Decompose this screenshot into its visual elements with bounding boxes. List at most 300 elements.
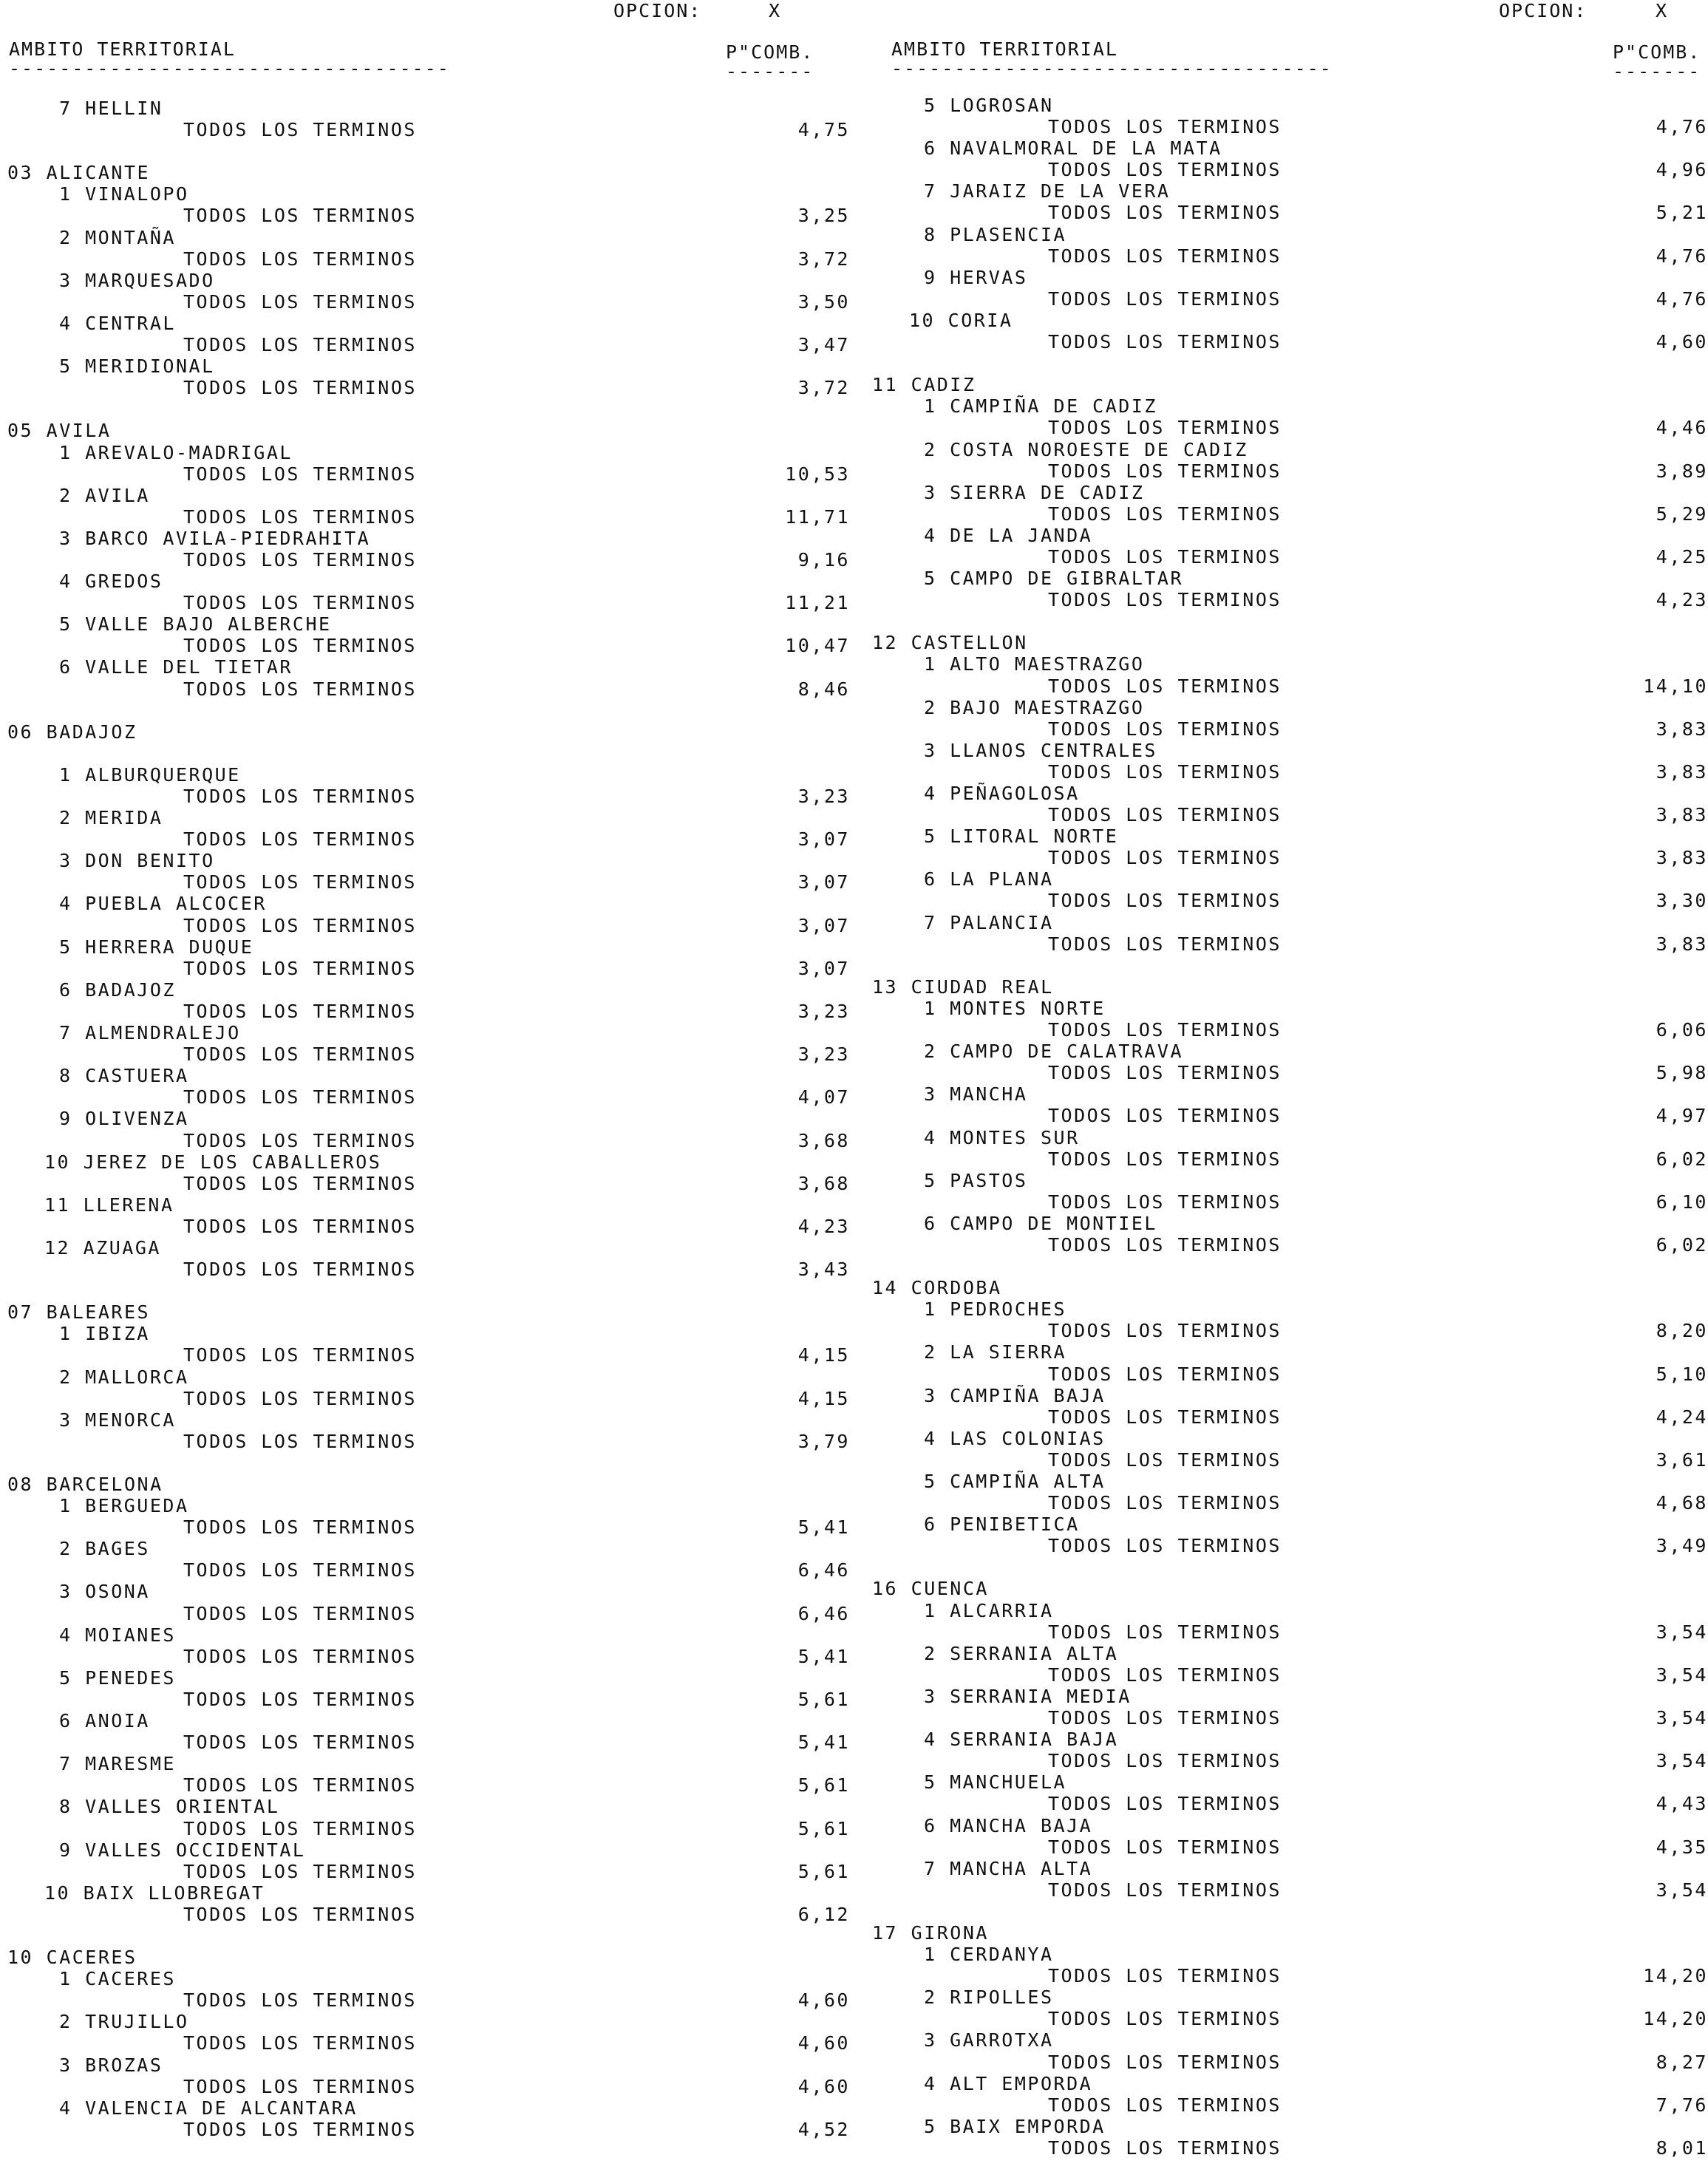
pcomb-value: 4,68 <box>1656 1492 1708 1514</box>
terminos-label: TODOS LOS TERMINOS <box>1048 116 1282 138</box>
comarca-label: 5 MERIDIONAL <box>59 355 215 378</box>
province-name: 17 GIRONA <box>872 1921 989 1944</box>
terminos-label: TODOS LOS TERMINOS <box>183 1903 417 1925</box>
comarca-label: 7 ALMENDRALEJO <box>59 1022 241 1044</box>
terminos-row <box>865 1621 1708 1643</box>
terminos-label: TODOS LOS TERMINOS <box>183 1860 417 1882</box>
comarca-row <box>0 893 850 914</box>
comarca-row <box>0 183 850 205</box>
terminos-row <box>865 2008 1708 2029</box>
comarca-label: 2 MERIDA <box>59 807 163 829</box>
comarca-label: 5 LITORAL NORTE <box>924 825 1119 848</box>
province-heading <box>0 721 850 743</box>
terminos-row <box>865 1234 1708 1256</box>
comarca-label: 4 LAS COLONIAS <box>924 1427 1106 1449</box>
comarca-label: 3 MARQUESADO <box>59 269 215 291</box>
terminos-label: TODOS LOS TERMINOS <box>1048 1664 1282 1686</box>
terminos-row <box>0 1216 850 1237</box>
pcomb-underline: ------- <box>1613 61 1701 82</box>
terminos-row <box>865 202 1708 223</box>
comarca-row <box>0 528 850 549</box>
terminos-row <box>0 1646 850 1667</box>
terminos-label: TODOS LOS TERMINOS <box>183 871 417 893</box>
terminos-label: TODOS LOS TERMINOS <box>1048 675 1282 697</box>
pcomb-value: 3,23 <box>797 1043 850 1066</box>
pcomb-value: 3,54 <box>1656 1879 1708 1901</box>
terminos-label: TODOS LOS TERMINOS <box>183 1172 417 1194</box>
terminos-row <box>0 1818 850 1839</box>
terminos-row <box>0 377 850 398</box>
pcomb-value: 3,25 <box>797 205 850 227</box>
terminos-row <box>865 1535 1708 1556</box>
terminos-label: TODOS LOS TERMINOS <box>183 2118 417 2140</box>
pcomb-value: 5,41 <box>797 1516 850 1539</box>
pcomb-value: 4,76 <box>1656 287 1708 310</box>
comarca-row <box>0 764 850 786</box>
pcomb-value: 3,83 <box>1656 804 1708 826</box>
pcomb-value: 4,23 <box>1656 589 1708 611</box>
comarca-label: 5 HERRERA DUQUE <box>59 936 254 958</box>
terminos-label: TODOS LOS TERMINOS <box>183 592 417 614</box>
right-entry-list <box>865 95 1708 2159</box>
comarca-row <box>0 1538 850 1559</box>
terminos-row <box>0 1259 850 1280</box>
comarca-label: 2 LA SIERRA <box>924 1341 1067 1363</box>
comarca-label: 8 CASTUERA <box>59 1065 189 1087</box>
terminos-label: TODOS LOS TERMINOS <box>1048 890 1282 912</box>
terminos-label: TODOS LOS TERMINOS <box>1048 1836 1282 1858</box>
comarca-row <box>0 270 850 291</box>
terminos-row <box>865 1406 1708 1428</box>
terminos-label: TODOS LOS TERMINOS <box>1048 2051 1282 2073</box>
spacer <box>0 743 850 764</box>
province-name: 07 BALEARES <box>7 1301 151 1324</box>
terminos-label: TODOS LOS TERMINOS <box>183 957 417 979</box>
pcomb-value: 9,16 <box>797 548 850 571</box>
terminos-row <box>0 1043 850 1065</box>
comarca-row <box>865 783 1708 804</box>
comarca-label: 4 CENTRAL <box>59 312 176 334</box>
comarca-row <box>865 998 1708 1019</box>
comarca-row <box>865 1643 1708 1664</box>
pcomb-value: 3,49 <box>1656 1535 1708 1557</box>
comarca-label: 3 LLANOS CENTRALES <box>924 739 1157 761</box>
terminos-label: TODOS LOS TERMINOS <box>1048 1621 1282 1643</box>
pcomb-value: 4,52 <box>797 2118 850 2140</box>
ambito-label: AMBITO TERRITORIAL <box>9 38 236 60</box>
left-column <box>0 0 850 2169</box>
terminos-label: TODOS LOS TERMINOS <box>183 1989 417 2012</box>
terminos-label: TODOS LOS TERMINOS <box>183 1645 417 1667</box>
terminos-label: TODOS LOS TERMINOS <box>1048 1148 1282 1170</box>
terminos-row <box>0 205 850 226</box>
comarca-row <box>865 1686 1708 1707</box>
province-name: 14 CORDOBA <box>872 1277 1002 1299</box>
terminos-row <box>0 828 850 850</box>
comarca-row <box>0 2011 850 2032</box>
pcomb-value: 3,83 <box>1656 760 1708 783</box>
comarca-label: 2 MALLORCA <box>59 1366 189 1388</box>
comarca-row <box>865 267 1708 288</box>
terminos-row <box>865 1836 1708 1858</box>
terminos-row <box>0 958 850 979</box>
terminos-row <box>865 890 1708 911</box>
terminos-label: TODOS LOS TERMINOS <box>1048 287 1282 310</box>
pcomb-value: 6,46 <box>797 1602 850 1624</box>
comarca-label: 5 CAMPIÑA ALTA <box>924 1471 1106 1492</box>
terminos-label: TODOS LOS TERMINOS <box>183 334 417 356</box>
terminos-label: TODOS LOS TERMINOS <box>183 1774 417 1797</box>
terminos-row <box>865 460 1708 482</box>
comarca-label: 5 LOGROSAN <box>924 95 1054 116</box>
terminos-label: TODOS LOS TERMINOS <box>1048 933 1282 955</box>
pcomb-value: 4,75 <box>797 119 850 141</box>
spacer <box>0 1280 850 1301</box>
comarca-label: 1 AREVALO-MADRIGAL <box>59 441 293 463</box>
terminos-label: TODOS LOS TERMINOS <box>1048 1363 1282 1385</box>
comarca-row <box>0 227 850 248</box>
province-name: 05 AVILA <box>7 420 112 442</box>
comarca-label: 8 VALLES ORIENTAL <box>59 1796 280 1818</box>
comarca-label: 4 MONTES SUR <box>924 1126 1080 1148</box>
terminos-label: TODOS LOS TERMINOS <box>183 1430 417 1452</box>
pcomb-value: 6,12 <box>797 1903 850 1925</box>
terminos-label: TODOS LOS TERMINOS <box>1048 1707 1282 1729</box>
comarca-row <box>0 1968 850 1989</box>
pcomb-value: 8,46 <box>797 678 850 700</box>
pcomb-value: 4,24 <box>1656 1406 1708 1428</box>
comarca-row <box>865 1298 1708 1320</box>
pcomb-value: 3,54 <box>1656 1664 1708 1686</box>
comarca-row <box>865 1170 1708 1191</box>
right-column <box>865 0 1708 2169</box>
terminos-label: TODOS LOS TERMINOS <box>183 1043 417 1066</box>
province-name: 11 CADIZ <box>872 374 976 396</box>
terminos-row <box>0 1989 850 2011</box>
comarca-label: 4 VALENCIA DE ALCANTARA <box>59 2097 358 2119</box>
comarca-label: 8 PLASENCIA <box>924 223 1067 245</box>
comarca-label: 3 MANCHA <box>924 1083 1028 1106</box>
terminos-label: TODOS LOS TERMINOS <box>1048 2008 1282 2030</box>
terminos-label: TODOS LOS TERMINOS <box>183 1516 417 1539</box>
comarca-label: 10 JEREZ DE LOS CABALLEROS <box>44 1151 382 1173</box>
comarca-row <box>0 1151 850 1173</box>
terminos-row <box>0 549 850 571</box>
terminos-row <box>0 678 850 700</box>
pcomb-value: 3,83 <box>1656 933 1708 955</box>
comarca-label: 7 HELLIN <box>59 98 163 119</box>
comarca-label: 6 VALLE DEL TIETAR <box>59 656 293 678</box>
terminos-label: TODOS LOS TERMINOS <box>1048 1750 1282 1772</box>
terminos-row <box>865 1879 1708 1901</box>
comarca-row <box>0 1065 850 1086</box>
terminos-label: TODOS LOS TERMINOS <box>1048 1492 1282 1514</box>
terminos-label: TODOS LOS TERMINOS <box>183 505 417 528</box>
comarca-label: 3 MENORCA <box>59 1409 176 1431</box>
terminos-row <box>865 1191 1708 1213</box>
province-heading <box>865 976 1708 998</box>
terminos-label: TODOS LOS TERMINOS <box>183 1387 417 1409</box>
pcomb-value: 3,07 <box>797 828 850 851</box>
terminos-row <box>0 2119 850 2140</box>
pcomb-value: 4,60 <box>797 2032 850 2054</box>
comarca-label: 7 PALANCIA <box>924 911 1054 933</box>
spacer <box>865 1556 1708 1578</box>
comarca-row <box>865 697 1708 718</box>
pcomb-value: 4,76 <box>1656 116 1708 138</box>
pcomb-value: 3,23 <box>797 1000 850 1022</box>
terminos-row <box>0 1904 850 1925</box>
terminos-label: TODOS LOS TERMINOS <box>1048 760 1282 783</box>
terminos-row <box>865 589 1708 610</box>
comarca-row <box>865 2073 1708 2094</box>
terminos-label: TODOS LOS TERMINOS <box>1048 718 1282 740</box>
comarca-label: 3 CAMPIÑA BAJA <box>924 1384 1106 1406</box>
comarca-label: 7 JARAIZ DE LA VERA <box>924 180 1171 202</box>
comarca-row <box>0 313 850 334</box>
terminos-label: TODOS LOS TERMINOS <box>183 1129 417 1151</box>
comarca-row <box>0 1108 850 1129</box>
terminos-label: TODOS LOS TERMINOS <box>1048 1019 1282 1041</box>
comarca-row <box>0 1409 850 1431</box>
comarca-label: 1 CERDANYA <box>924 1944 1054 1966</box>
terminos-label: TODOS LOS TERMINOS <box>183 1817 417 1839</box>
comarca-row <box>0 1495 850 1516</box>
comarca-label: 2 RIPOLLES <box>924 1986 1054 2009</box>
opcion-label: OPCION: <box>613 0 702 21</box>
terminos-row <box>865 417 1708 438</box>
terminos-row <box>865 1449 1708 1471</box>
terminos-label: TODOS LOS TERMINOS <box>1048 460 1282 482</box>
province-heading <box>865 632 1708 653</box>
spacer <box>0 1925 850 1947</box>
province-name: 16 CUENCA <box>872 1578 989 1600</box>
pcomb-label: P"COMB. <box>726 41 814 63</box>
comarca-label: 4 DE LA JANDA <box>924 524 1093 546</box>
terminos-row <box>865 1062 1708 1083</box>
comarca-label: 6 CAMPO DE MONTIEL <box>924 1212 1157 1234</box>
spacer <box>865 610 1708 632</box>
terminos-row <box>865 288 1708 310</box>
pcomb-value: 4,96 <box>1656 159 1708 181</box>
terminos-row <box>865 1664 1708 1686</box>
pcomb-value: 4,60 <box>797 2075 850 2097</box>
comarca-row <box>0 1796 850 1817</box>
comarca-label: 1 IBIZA <box>59 1323 150 1345</box>
comarca-label: 2 TRUJILLO <box>59 2011 189 2033</box>
pcomb-label: P"COMB. <box>1613 41 1701 63</box>
comarca-row <box>0 1882 850 1904</box>
terminos-label: TODOS LOS TERMINOS <box>183 678 417 700</box>
comarca-label: 4 PUEBLA ALCOCER <box>59 893 267 915</box>
comarca-row <box>865 439 1708 460</box>
terminos-label: TODOS LOS TERMINOS <box>183 635 417 657</box>
pcomb-value: 14,20 <box>1643 1965 1708 1987</box>
pcomb-value: 3,50 <box>797 290 850 313</box>
terminos-row <box>0 248 850 270</box>
comarca-label: 1 ALTO MAESTRAZGO <box>924 653 1145 675</box>
province-heading <box>865 1277 1708 1298</box>
terminos-row <box>0 334 850 355</box>
terminos-row <box>865 1363 1708 1385</box>
terminos-label: TODOS LOS TERMINOS <box>183 1215 417 1237</box>
comarca-row <box>865 1986 1708 2008</box>
comarca-row <box>0 1624 850 1646</box>
terminos-row <box>865 1707 1708 1729</box>
province-heading <box>865 1922 1708 1944</box>
comarca-label: 2 AVILA <box>59 484 150 506</box>
comarca-label: 6 BADAJOZ <box>59 978 176 1001</box>
comarca-label: 6 NAVALMORAL DE LA MATA <box>924 137 1222 160</box>
pcomb-underline: ------- <box>726 61 814 82</box>
comarca-label: 5 BAIX EMPORDA <box>924 2115 1106 2137</box>
terminos-label: TODOS LOS TERMINOS <box>1048 1191 1282 1213</box>
comarca-row <box>0 1237 850 1259</box>
pcomb-value: 4,60 <box>797 1989 850 2012</box>
pcomb-value: 3,54 <box>1656 1621 1708 1643</box>
comarca-label: 2 SERRANIA ALTA <box>924 1642 1119 1664</box>
comarca-label: 6 LA PLANA <box>924 868 1054 891</box>
left-entry-list <box>0 98 850 2140</box>
terminos-label: TODOS LOS TERMINOS <box>1048 2094 1282 2116</box>
comarca-row <box>865 1771 1708 1793</box>
comarca-label: 1 ALCARRIA <box>924 1599 1054 1621</box>
terminos-label: TODOS LOS TERMINOS <box>183 1732 417 1754</box>
terminos-row <box>865 2051 1708 2073</box>
comarca-label: 1 BERGUEDA <box>59 1495 189 1517</box>
province-name: 08 BARCELONA <box>7 1474 163 1495</box>
terminos-row <box>865 2094 1708 2116</box>
comarca-row <box>865 1513 1708 1535</box>
comarca-label: 1 CACERES <box>59 1968 176 1990</box>
terminos-label: TODOS LOS TERMINOS <box>183 1688 417 1710</box>
pcomb-value: 3,30 <box>1656 890 1708 912</box>
terminos-row <box>0 915 850 936</box>
comarca-label: 4 PEÑAGOLOSA <box>924 783 1080 804</box>
comarca-label: 3 GARROTXA <box>924 2029 1054 2051</box>
terminos-row <box>0 2076 850 2097</box>
pcomb-value: 3,07 <box>797 957 850 979</box>
pcomb-value: 4,15 <box>797 1387 850 1409</box>
pcomb-value: 11,71 <box>785 505 850 528</box>
terminos-row <box>0 871 850 893</box>
terminos-label: TODOS LOS TERMINOS <box>183 1559 417 1581</box>
comarca-row <box>865 1127 1708 1148</box>
province-heading <box>0 1474 850 1495</box>
terminos-row <box>0 1516 850 1538</box>
pcomb-value: 3,23 <box>797 786 850 807</box>
comarca-label: 3 SIERRA DE CADIZ <box>924 481 1145 503</box>
terminos-row <box>865 804 1708 825</box>
comarca-label: 1 VINALOPO <box>59 183 189 205</box>
terminos-label: TODOS LOS TERMINOS <box>183 248 417 270</box>
comarca-row <box>0 1323 850 1344</box>
terminos-row <box>865 675 1708 697</box>
comarca-row <box>0 571 850 592</box>
terminos-label: TODOS LOS TERMINOS <box>183 1000 417 1022</box>
comarca-row <box>0 1710 850 1732</box>
province-heading <box>0 162 850 183</box>
terminos-row <box>0 2032 850 2054</box>
comarca-row <box>0 613 850 635</box>
terminos-row <box>865 503 1708 525</box>
comarca-row <box>865 912 1708 933</box>
terminos-row <box>865 1148 1708 1170</box>
pcomb-value: 5,61 <box>797 1817 850 1839</box>
comarca-row <box>865 740 1708 761</box>
terminos-label: TODOS LOS TERMINOS <box>1048 1965 1282 1987</box>
pcomb-value: 3,79 <box>797 1430 850 1452</box>
comarca-row <box>0 850 850 871</box>
spacer <box>0 1452 850 1474</box>
spacer <box>865 1901 1708 1922</box>
comarca-label: 1 MONTES NORTE <box>924 997 1106 1019</box>
terminos-label: TODOS LOS TERMINOS <box>1048 589 1282 611</box>
terminos-row <box>0 1344 850 1366</box>
terminos-row <box>865 245 1708 267</box>
pcomb-value: 4,35 <box>1656 1836 1708 1858</box>
ambito-underline: ----------------------------------- <box>891 58 1333 79</box>
terminos-label: TODOS LOS TERMINOS <box>183 828 417 851</box>
comarca-row <box>0 1022 850 1043</box>
terminos-row <box>0 1388 850 1409</box>
terminos-row <box>865 1750 1708 1771</box>
comarca-label: 5 MANCHUELA <box>924 1771 1067 1794</box>
pcomb-value: 6,06 <box>1656 1019 1708 1041</box>
terminos-row <box>865 1019 1708 1041</box>
pcomb-value: 3,83 <box>1656 718 1708 740</box>
comarca-row <box>865 1041 1708 1062</box>
terminos-row <box>865 847 1708 868</box>
province-name: 10 CACERES <box>7 1947 137 1969</box>
province-heading <box>865 1578 1708 1599</box>
terminos-label: TODOS LOS TERMINOS <box>183 548 417 571</box>
pcomb-value: 3,68 <box>797 1172 850 1194</box>
comarca-row <box>865 95 1708 116</box>
pcomb-value: 4,60 <box>1656 331 1708 353</box>
comarca-label: 5 VALLE BAJO ALBERCHE <box>59 613 332 636</box>
terminos-label: TODOS LOS TERMINOS <box>1048 503 1282 525</box>
pcomb-value: 4,15 <box>797 1344 850 1366</box>
comarca-label: 2 COSTA NOROESTE DE CADIZ <box>924 438 1248 460</box>
terminos-row <box>0 1130 850 1151</box>
comarca-label: 12 AZUAGA <box>44 1236 161 1259</box>
pcomb-value: 5,41 <box>797 1732 850 1754</box>
terminos-label: TODOS LOS TERMINOS <box>1048 804 1282 826</box>
comarca-label: 4 MOIANES <box>59 1624 176 1646</box>
comarca-row <box>865 1385 1708 1406</box>
comarca-label: 2 CAMPO DE CALATRAVA <box>924 1041 1184 1063</box>
comarca-row <box>865 1341 1708 1363</box>
comarca-row <box>865 137 1708 159</box>
spacer <box>865 955 1708 976</box>
pcomb-value: 3,54 <box>1656 1707 1708 1729</box>
pcomb-value: 3,43 <box>797 1259 850 1281</box>
comarca-label: 3 BROZAS <box>59 2054 163 2076</box>
spacer <box>0 700 850 721</box>
comarca-row <box>865 1213 1708 1234</box>
comarca-row <box>865 1471 1708 1492</box>
pcomb-value: 5,61 <box>797 1860 850 1882</box>
terminos-row <box>865 1105 1708 1126</box>
comarca-label: 10 BAIX LLOBREGAT <box>44 1882 265 1904</box>
pcomb-value: 4,43 <box>1656 1793 1708 1815</box>
terminos-row <box>0 506 850 528</box>
comarca-label: 7 MARESME <box>59 1753 176 1775</box>
ambito-underline: ----------------------------------- <box>9 58 450 79</box>
pcomb-value: 4,76 <box>1656 245 1708 267</box>
province-name: 12 CASTELLON <box>872 632 1028 654</box>
